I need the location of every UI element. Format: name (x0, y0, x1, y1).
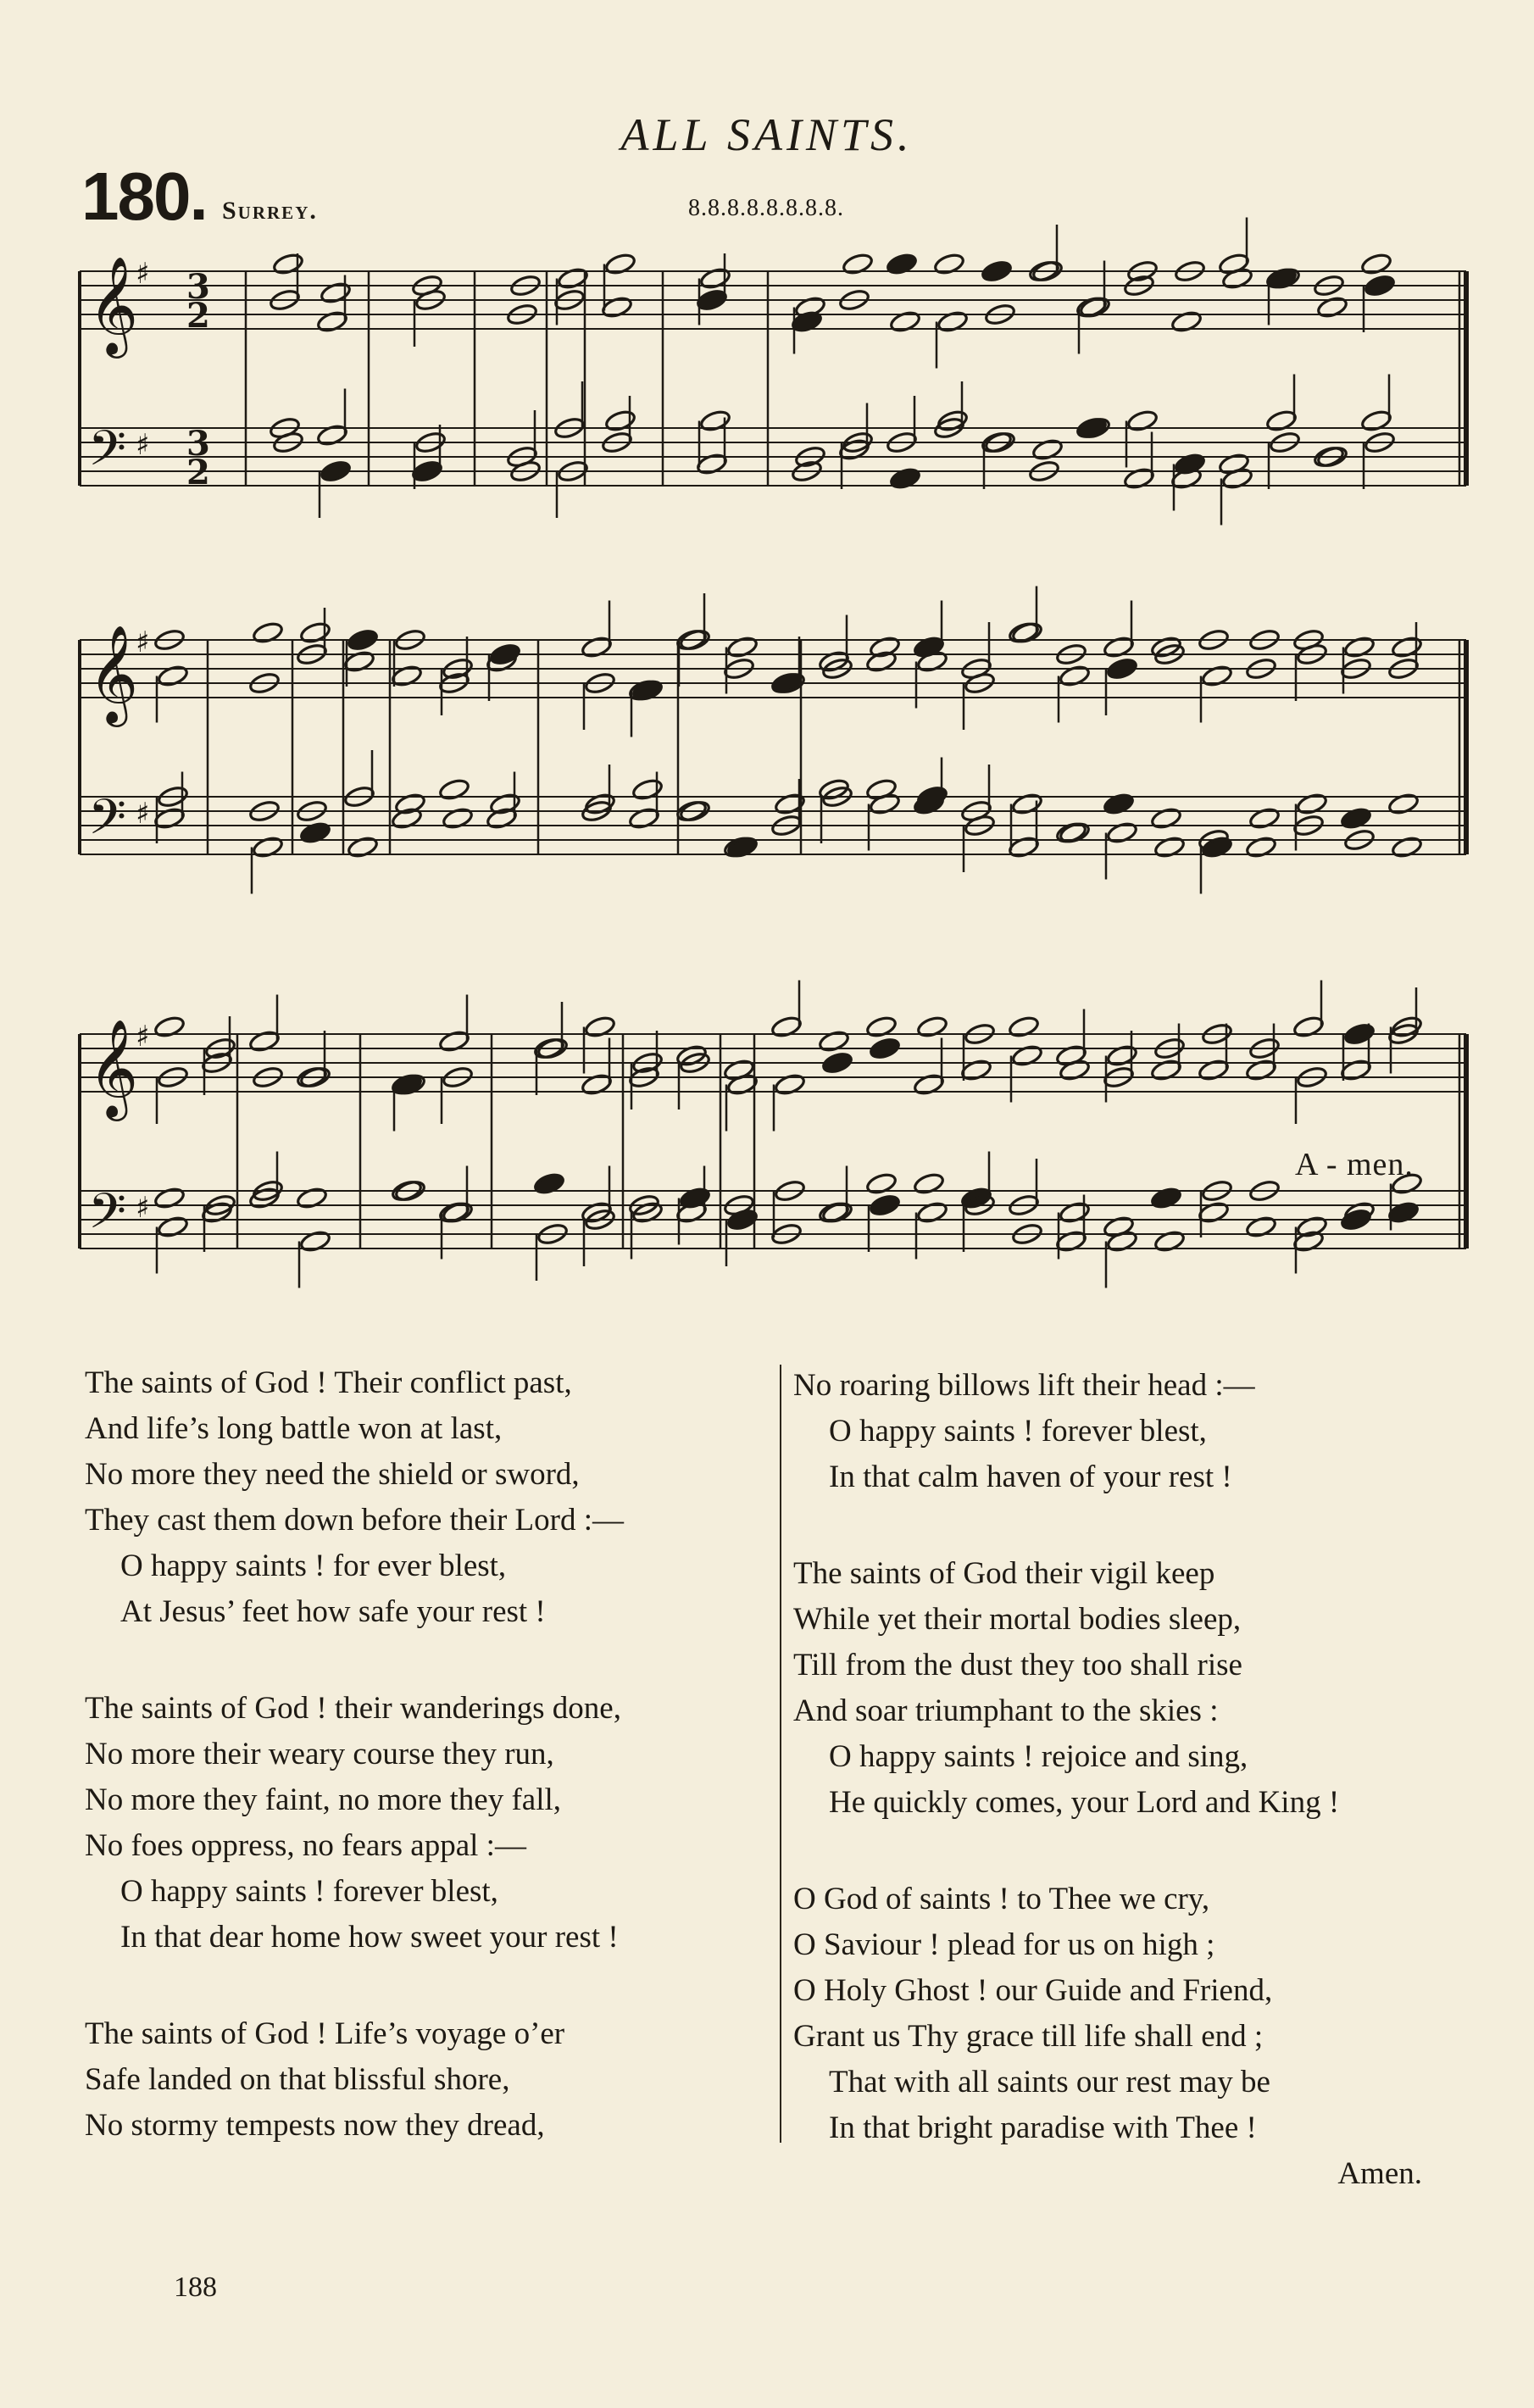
verse-line: At Jesus’ feet how safe your rest ! (120, 1594, 546, 1629)
note-head (726, 635, 759, 659)
note-head (252, 620, 284, 645)
verse-line: Safe landed on that blissful shore, (85, 2062, 510, 2097)
verse-line: Grant us Thy grace till life shall end ; (793, 2019, 1264, 2054)
meter: 8.8.8.8.8.8.8.8. (688, 195, 844, 221)
note-head (1391, 835, 1423, 859)
note-head (1170, 309, 1203, 334)
sharp-icon: ♯ (136, 1020, 150, 1054)
note-head (584, 792, 616, 816)
note-head (248, 1029, 281, 1054)
note-head (916, 1200, 948, 1225)
verse (793, 1551, 1497, 1826)
music-score-system-1 (76, 250, 1475, 547)
note-head (1123, 466, 1155, 491)
music-score-system-3 (76, 1013, 1475, 1318)
note-head (394, 792, 426, 816)
note-head (916, 1015, 948, 1039)
time-signature: 3 (186, 424, 210, 464)
note-head (347, 835, 379, 859)
verse-line: And soar triumphant to the skies : (793, 1693, 1219, 1728)
note-head (794, 295, 826, 320)
note-head (601, 295, 633, 320)
verse-line: O happy saints ! forever blest, (829, 1414, 1207, 1449)
sharp-icon: ♯ (136, 257, 150, 291)
note-head (438, 777, 470, 802)
note-head (299, 820, 331, 845)
note-head (1103, 792, 1135, 816)
note-head (838, 437, 870, 462)
note-head (937, 409, 969, 433)
verse-line: No more they need the shield or sword, (85, 1457, 580, 1492)
note-head (1106, 820, 1138, 845)
note-head (604, 409, 636, 433)
note-head (272, 252, 304, 276)
verse-line: In that dear home how sweet your rest ! (120, 1920, 619, 1955)
note-head (1011, 1043, 1043, 1068)
note-head (1391, 635, 1423, 659)
note-head (1340, 1208, 1372, 1232)
staff-svg (76, 1013, 1475, 1318)
note-head (320, 281, 352, 305)
note-head (1150, 806, 1182, 831)
note-head (821, 1200, 853, 1225)
verse-line: No foes oppress, no fears appal :— (85, 1828, 526, 1863)
verse-line: O Saviour ! plead for us on high ; (793, 1927, 1215, 1962)
note-head (1364, 274, 1396, 298)
note-head (343, 649, 375, 674)
note-head (1201, 835, 1233, 859)
note-head (1201, 664, 1233, 688)
note-head (1265, 409, 1298, 433)
sharp-icon: ♯ (136, 428, 150, 462)
verse (85, 1686, 780, 1960)
verse (793, 1363, 1497, 1500)
verse (793, 1877, 1497, 2197)
note-head (818, 1029, 850, 1054)
note-head (248, 1186, 281, 1210)
note-head (1059, 664, 1091, 688)
note-head (1008, 1015, 1040, 1039)
note-head (869, 792, 901, 816)
amen-text: Amen. (1337, 2156, 1422, 2191)
note-head (1296, 1215, 1328, 1239)
note-head (821, 1051, 853, 1076)
time-signature: 2 (186, 453, 210, 492)
verse (85, 1360, 780, 1635)
note-head (1106, 1229, 1138, 1254)
note-head (347, 628, 379, 653)
note-head (916, 785, 948, 809)
verse-line: No stormy tempests now they dread, (85, 2108, 545, 2143)
verse-line: Till from the dust they too shall rise (793, 1648, 1242, 1682)
note-head (865, 1171, 898, 1196)
verse-line: The saints of God ! Life’s voyage o’er (85, 2016, 565, 2051)
time-signature: 2 (186, 296, 210, 336)
verse-line: O Holy Ghost ! our Guide and Friend, (793, 1973, 1273, 2008)
note-head (1360, 409, 1392, 433)
verse-line: The saints of God ! their wanderings done, (85, 1691, 621, 1726)
treble-clef-icon: 𝄞 (88, 255, 139, 354)
note-head (913, 1171, 945, 1196)
note-head (489, 642, 521, 667)
verse-line: In that calm haven of your rest ! (829, 1460, 1232, 1494)
verse-line: No more they faint, no more they fall, (85, 1782, 562, 1817)
note-head (1391, 1015, 1423, 1039)
note-head (581, 1072, 613, 1097)
note-head (1245, 1215, 1277, 1239)
note-head (889, 466, 921, 491)
note-head (1340, 1058, 1372, 1082)
note-head (869, 635, 901, 659)
note-head (1174, 452, 1206, 476)
note-head (869, 1193, 901, 1218)
verse-line: The saints of God ! Their conflict past, (85, 1365, 572, 1400)
note-head (631, 678, 664, 703)
note-head (1343, 1022, 1376, 1047)
note-head (1221, 266, 1253, 291)
note-head (774, 1072, 806, 1097)
note-head (1340, 806, 1372, 831)
note-head (316, 309, 348, 334)
note-head (1011, 792, 1043, 816)
note-head (320, 459, 352, 484)
note-head (1106, 1043, 1138, 1068)
note-head (489, 792, 521, 816)
sharp-icon: ♯ (136, 797, 150, 831)
note-head (1316, 295, 1348, 320)
note-head (1387, 792, 1420, 816)
time-signature: 3 (186, 267, 210, 307)
bass-clef-icon: 𝄢 (88, 788, 127, 858)
verse-line: O happy saints ! forever blest, (120, 1874, 498, 1909)
note-head (628, 806, 660, 831)
note-head (299, 620, 331, 645)
note-head (157, 664, 189, 688)
note-head (438, 1029, 470, 1054)
hymn-number: 180. (81, 158, 207, 234)
verse-line: O happy saints ! for ever blest, (120, 1549, 507, 1583)
note-head (1079, 295, 1111, 320)
page-number: 188 (174, 2272, 217, 2303)
page-title: ALL SAINTS. (620, 109, 914, 160)
note-head (442, 1200, 474, 1225)
note-head (679, 1186, 711, 1210)
note-head (1153, 835, 1186, 859)
treble-clef-icon: 𝄞 (88, 624, 139, 723)
note-head (1296, 792, 1328, 816)
note-head (933, 252, 965, 276)
note-head (1055, 1229, 1087, 1254)
note-head (316, 423, 348, 448)
note-head (604, 252, 636, 276)
note-head (1031, 437, 1064, 462)
sharp-icon: ♯ (136, 626, 150, 659)
note-head (1198, 1058, 1230, 1082)
note-head (442, 806, 474, 831)
verse-line: In that bright paradise with Thee ! (829, 2110, 1257, 2145)
note-head (1059, 1058, 1091, 1082)
note-head (1245, 835, 1277, 859)
note-head (869, 1037, 901, 1061)
verse-line: While yet their mortal bodies sleep, (793, 1602, 1242, 1637)
verse-line: O happy saints ! rejoice and sing, (829, 1739, 1248, 1774)
treble-clef-icon: 𝄞 (88, 1018, 139, 1117)
note-head (581, 635, 613, 659)
note-head (696, 288, 728, 313)
note-head (1103, 635, 1135, 659)
note-head (299, 1229, 331, 1254)
bass-clef-icon: 𝄢 (88, 420, 127, 489)
note-head (296, 1186, 328, 1210)
note-head (533, 1171, 565, 1196)
verse-line: He quickly comes, your Lord and King ! (829, 1785, 1340, 1820)
note-head (157, 1215, 189, 1239)
sharp-icon: ♯ (136, 1191, 150, 1225)
note-head (1059, 820, 1091, 845)
note-head (1126, 409, 1159, 433)
note-head (1245, 1058, 1277, 1082)
verse-line: That with all saints our rest may be (829, 2065, 1270, 2099)
note-head (1248, 806, 1281, 831)
note-head (1360, 252, 1392, 276)
note-head (1008, 835, 1040, 859)
note-head (411, 459, 443, 484)
note-head (865, 1015, 898, 1039)
note-head (960, 1058, 992, 1082)
amen-label: A - men. (1295, 1147, 1414, 1182)
note-head (1343, 635, 1376, 659)
note-head (153, 806, 186, 831)
note-head (153, 1186, 186, 1210)
note-head (391, 664, 423, 688)
music-score-system-2 (76, 619, 1475, 924)
note-head (1387, 1200, 1420, 1225)
note-head (1150, 1058, 1182, 1082)
note-head (1198, 1200, 1230, 1225)
verse (85, 2011, 780, 2149)
note-head (913, 1072, 945, 1097)
verse-line: O God of saints ! to Thee we cry, (793, 1882, 1210, 1916)
tune-name: Surrey. (222, 197, 318, 225)
note-head (1059, 1200, 1091, 1225)
note-head (1153, 1229, 1186, 1254)
note-head (726, 835, 759, 859)
note-head (937, 309, 969, 334)
note-head (770, 1015, 803, 1039)
verse-column-right (793, 1363, 1497, 2248)
note-head (1292, 1015, 1325, 1039)
note-head (699, 266, 731, 291)
bass-clef-icon: 𝄢 (88, 1182, 127, 1252)
note-head (886, 252, 918, 276)
note-head (699, 409, 731, 433)
note-head (252, 835, 284, 859)
note-head (1221, 466, 1253, 491)
note-head (153, 1015, 186, 1039)
staff-svg (76, 250, 1475, 547)
note-head (889, 309, 921, 334)
column-divider (780, 1365, 781, 2143)
note-head (1011, 620, 1043, 645)
note-head (842, 252, 874, 276)
verse-line: They cast them down before their Lord :— (85, 1503, 624, 1538)
verse-line: The saints of God their vigil keep (793, 1556, 1215, 1591)
note-head (1106, 657, 1138, 681)
note-head (584, 1015, 616, 1039)
note-head (981, 259, 1013, 284)
note-head (1150, 1186, 1182, 1210)
note-head (696, 452, 728, 476)
note-head (631, 777, 664, 802)
verse-column-left (85, 1360, 780, 2199)
staff-svg (76, 619, 1475, 924)
verse-line: No more their weary course they run, (85, 1737, 554, 1771)
verse-line: No roaring billows lift their head :— (793, 1368, 1255, 1403)
verse-line: And life’s long battle won at last, (85, 1411, 503, 1446)
note-head (201, 1200, 233, 1225)
